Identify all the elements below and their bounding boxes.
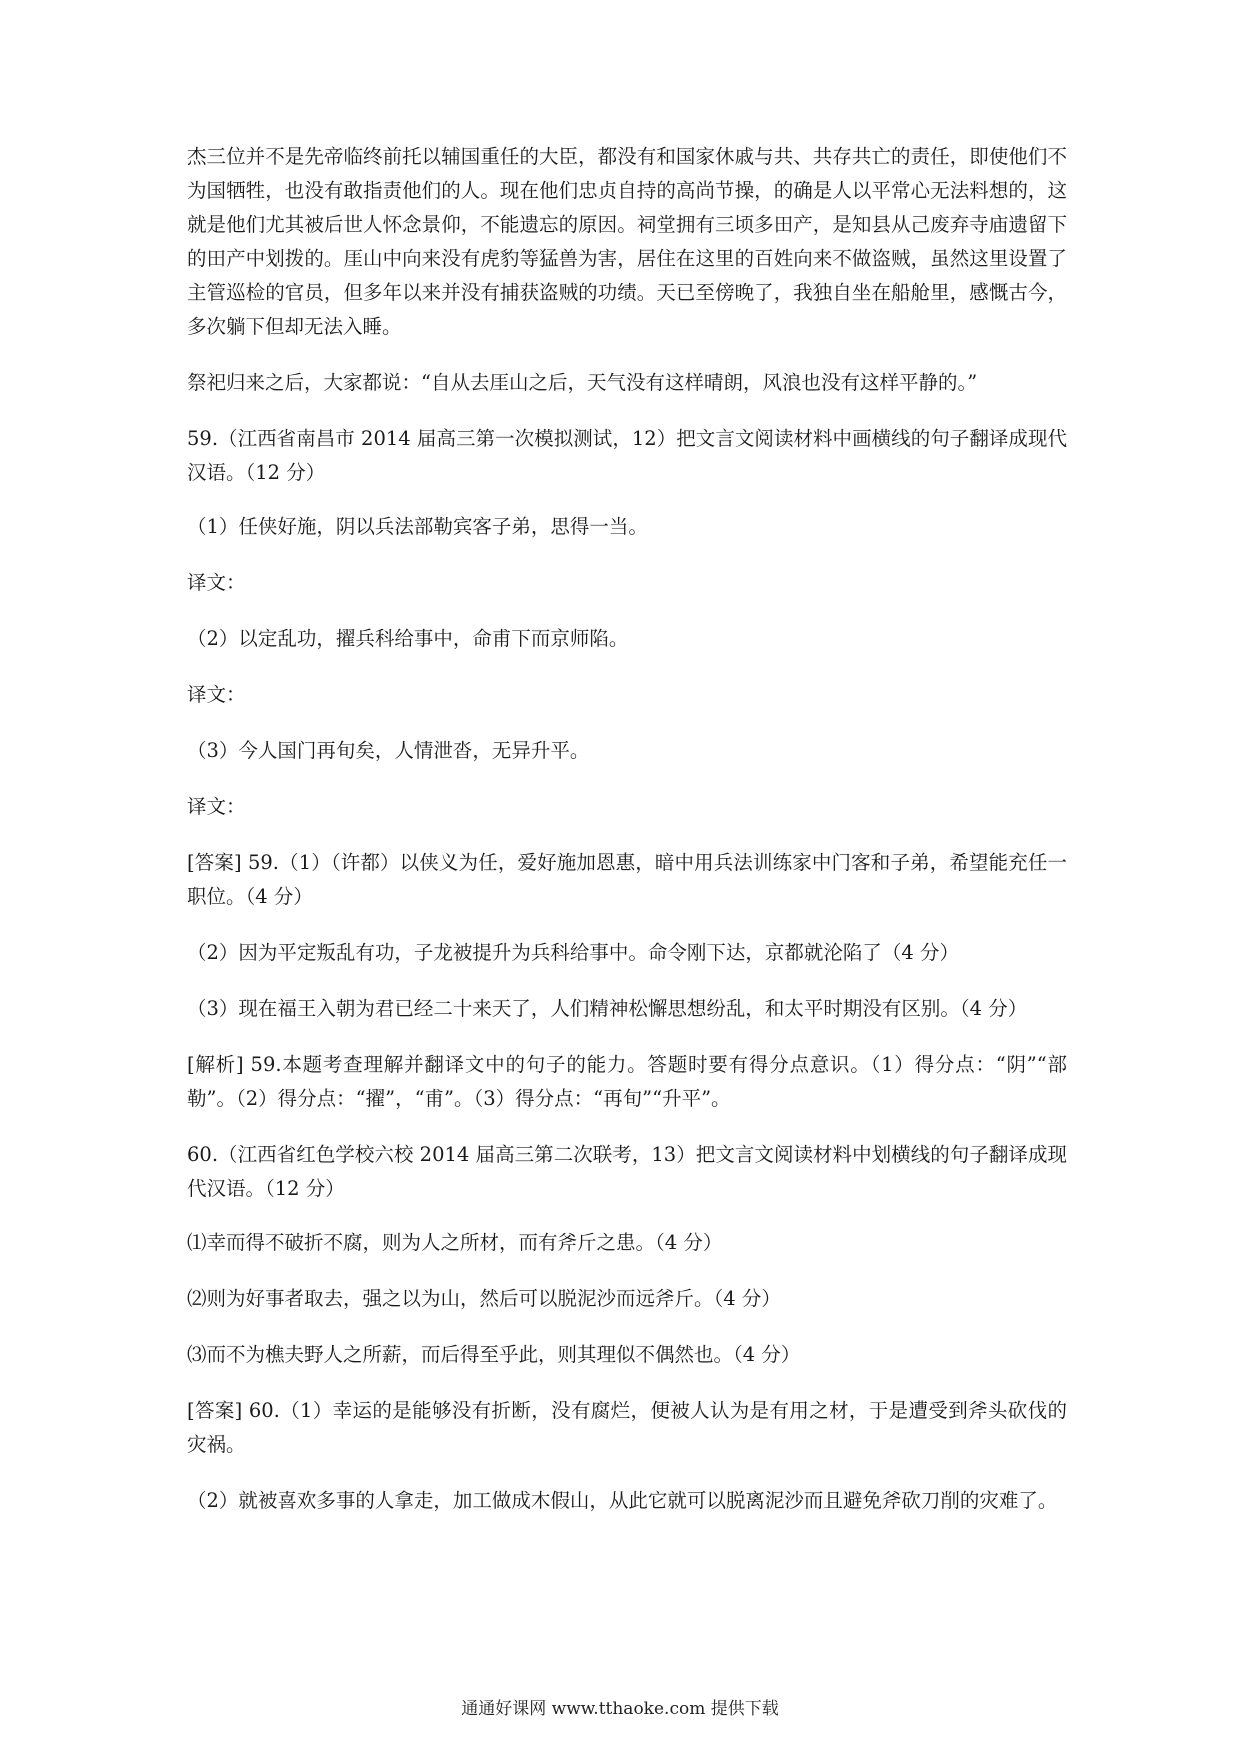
question-59-sentence-2: （2）以定乱功，擢兵科给事中，命甫下而京师陷。 xyxy=(187,627,629,650)
question-59-sentence-1: （1）任侠好施，阴以兵法部勒宾客子弟，思得一当。 xyxy=(187,515,648,538)
answer-label-3: 译文： xyxy=(187,795,246,818)
answer-59-part-2: （2）因为平定叛乱有功，子龙被提升为兵科给事中。命令刚下达，京都就沦陷了（4 分） xyxy=(187,941,960,964)
paragraph-translation-continued: 杰三位并不是先帝临终前托以辅国重任的大臣，都没有和国家休戚与共、共存共亡的责任，即使他们不为国牺牲，也没有敢指责他们的人。现在他们忠贞自持的高尚节操，的确是人以平常心无法料想的，这就是他们尤其被后世人怀念景仰，不能遗忘的原因。祠堂拥有三顷多田产，是知县从己废弃寺庙遗留下的田产中划拨的。厓山中向来没有虎豹等猛兽为害，居住在这里的百姓向来不做盗贼，虽然这里设置了主管巡检的官员，但多年以来并没有捕获盗贼的功绩。天已至傍晚了，我独自坐在船舱里，感慨古今，多次躺下但却无法入睡。 xyxy=(187,145,1067,338)
question-59-stem: 59.（江西省南昌市 2014 届高三第一次模拟测试，12）把文言文阅读材料中画横线的句子翻译成现代汉语。（12 分） xyxy=(187,427,1067,484)
answer-label-1: 译文： xyxy=(187,571,246,594)
question-60-sentence-2: ⑵则为好事者取去，强之以为山，然后可以脱泥沙而远斧斤。（4 分） xyxy=(187,1287,781,1310)
question-59-sentence-3: （3）今人国门再旬矣，人情泄沓，无异升平。 xyxy=(187,739,590,762)
answer-59-part-3: （3）现在福王入朝为君已经二十来天了，人们精神松懈思想纷乱，和太平时期没有区别。（4 分） xyxy=(187,997,1028,1020)
analysis-59: [解析] 59.本题考查理解并翻译文中的句子的能力。答题时要有得分点意识。（1）得分点：“阴”“部勒”。（2）得分点：“擢”，“甫”。（3）得分点：“再旬”“升平”。 xyxy=(187,1053,1067,1110)
question-60-stem: 60.（江西省红色学校六校 2014 届高三第二次联考，13）把文言文阅读材料中划横线的句子翻译成现代汉语。（12 分） xyxy=(187,1143,1067,1200)
paragraph-translation-ending: 祭祀归来之后，大家都说：“自从去厓山之后，天气没有这样晴朗，风浪也没有这样平静的。” xyxy=(187,371,978,394)
page-footer: 通通好课网 www.tthaoke.com 提供下载 xyxy=(461,1699,779,1719)
answer-label-2: 译文： xyxy=(187,683,246,706)
document-body xyxy=(187,140,1067,1540)
question-60-sentence-3: ⑶而不为樵夫野人之所薪，而后得至乎此，则其理似不偶然也。（4 分） xyxy=(187,1343,801,1366)
answer-60-part-2: （2）就被喜欢多事的人拿走，加工做成木假山，从此它就可以脱离泥沙而且避免斧砍刀削的灾难了。 xyxy=(187,1489,1058,1512)
answer-60-part-1: [答案] 60.（1）幸运的是能够没有折断，没有腐烂，便被人认为是有用之材，于是遭受到斧头砍伐的灾祸。 xyxy=(187,1399,1067,1456)
answer-59-part-1: [答案] 59.（1）（许都）以侠义为任，爱好施加恩惠，暗中用兵法训练家中门客和子弟，希望能充任一职位。（4 分） xyxy=(187,851,1067,908)
question-60-sentence-1: ⑴幸而得不破折不腐，则为人之所材，而有斧斤之患。（4 分） xyxy=(187,1231,723,1254)
